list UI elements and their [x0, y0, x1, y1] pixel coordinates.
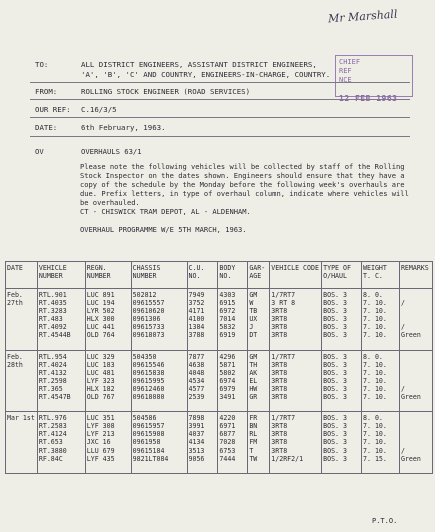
date-label: DATE: [35, 123, 58, 132]
vehicle-code-cell: 3RT8 [271, 376, 288, 385]
regn-number-cell: LUC 329 [86, 352, 115, 361]
chassis-number-cell: 09615908 [132, 430, 165, 439]
garage-cell: J [249, 323, 254, 332]
regn-number-column [85, 289, 131, 351]
regn-number-cell: LYF 308 [86, 422, 115, 431]
remarks-cell [401, 377, 431, 385]
weight-cell: 7. 10. [363, 384, 387, 393]
overhaul-type-cell: BOS. 3 [323, 376, 347, 385]
body-number-cell: 4296 [219, 352, 236, 361]
garage-cell: TH [249, 360, 258, 369]
memo-subject: OVERHAULS 63/1 [81, 147, 142, 156]
vehicle-code-cell: 3RT8 [271, 446, 288, 455]
remarks-cell [401, 315, 431, 323]
garage-cell: FR [249, 414, 258, 423]
divider [30, 82, 410, 83]
received-stamp [335, 55, 413, 103]
table-header-row [6, 262, 433, 289]
regn-number-cell: LLU 679 [86, 446, 115, 455]
overhaul-type-cell: BOS. 3 [323, 291, 347, 299]
weight-cell: 8. 0. [363, 291, 383, 299]
chassis-number-cell: 09615957 [132, 422, 165, 431]
vehicle-number-cell: RTL.954 [38, 352, 67, 361]
chassis-number-cell: 09615995 [132, 376, 165, 385]
chassis-number-cell: 09618073 [132, 331, 165, 340]
remarks-cell: Green [400, 331, 421, 340]
date-cell: Feb. 28th [6, 350, 38, 412]
garage-cell: AK [249, 368, 258, 377]
garage-cell: BN [249, 422, 258, 431]
chassis-number-cell: 09618080 [132, 393, 165, 402]
overhaul-type-cell: BOS. 3 [323, 331, 347, 340]
regn-number-cell: LYF 323 [86, 376, 115, 385]
overhaul-type-cell: BOS. 3 [323, 384, 347, 393]
body-number-cell: 7014 [219, 315, 236, 324]
overhaul-type-column [322, 289, 362, 351]
depot-legend: CT - CHISWICK TRAM DEPOT, AL - ALDENHAM. [80, 207, 251, 216]
weight-cell: 7. 10. [363, 393, 387, 402]
vehicle-code-cell: 3RT8 [271, 430, 288, 439]
cu-number-cell: 9056 [188, 454, 205, 463]
regn-number-column [85, 350, 131, 412]
date-value: 6th February, 1963. [81, 123, 166, 132]
cu-number-cell: 3752 [188, 299, 205, 308]
regn-number-cell: OLD 764 [86, 331, 115, 340]
vehicle-code-cell: 3 RT 8 [271, 299, 296, 308]
regn-number-column [85, 412, 131, 474]
cu-number-cell: 4134 [188, 438, 205, 447]
our-ref-value: C.16/3/5 [81, 105, 117, 114]
vehicle-code-cell: 1/2RF2/1 [271, 454, 304, 463]
cu-number-cell: 4534 [188, 376, 205, 385]
chassis-number-cell: 09610620 [132, 307, 165, 316]
weight-cell: 8. 0. [363, 414, 383, 423]
chassis-number-cell: 0961958 [132, 438, 161, 447]
regn-number-cell: JXC 16 [86, 438, 111, 447]
weight-column [362, 350, 400, 412]
garage-cell: DT [249, 331, 258, 340]
overhaul-type-cell: BOS. 3 [323, 430, 347, 439]
overhaul-type-cell: BOS. 3 [323, 414, 347, 423]
weight-cell: 7. 10. [363, 307, 387, 316]
overhaul-type-cell: BOS. 3 [323, 422, 347, 431]
weight-cell: 7. 10. [363, 299, 387, 308]
overhaul-type-cell: BOS. 3 [323, 307, 347, 316]
vehicle-code-cell: 3RT8 [271, 323, 288, 332]
header-cell: REMARKS [399, 262, 432, 289]
overhaul-type-column [322, 412, 362, 474]
weight-cell: 7. 10. [363, 360, 387, 369]
vehicle-number-cell: RT.4092 [38, 323, 67, 332]
vehicle-number-cell: RT.4035 [38, 299, 67, 308]
weight-column [362, 412, 400, 474]
remarks-cell [401, 307, 431, 315]
garage-cell: TB [249, 307, 258, 316]
cu-number-cell: 3991 [188, 422, 205, 431]
body-number-cell: 7444 [219, 454, 236, 463]
stamp-line-2: REF [339, 67, 352, 75]
body-number-cell: 5871 [219, 360, 236, 369]
body-number-cell: 3491 [219, 393, 236, 402]
chassis-number-cell: 09615838 [132, 368, 165, 377]
body-number-cell: 5802 [219, 368, 236, 377]
weight-cell: 7. 10. [363, 323, 387, 332]
cu-number-cell: 4037 [188, 430, 205, 439]
overhaul-type-cell: BOS. 3 [323, 446, 347, 455]
body-number-column [218, 412, 248, 474]
vehicle-number-cell: RTL.901 [38, 291, 67, 299]
handwritten-signature: Mr Marshall [327, 7, 398, 26]
divider [30, 117, 410, 118]
remarks-cell: Green [400, 393, 421, 402]
chassis-number-column [131, 412, 187, 474]
body-number-cell: 6972 [219, 307, 236, 316]
chassis-number-cell: 9821LT084 [132, 454, 169, 463]
body-number-cell: 5832 [219, 323, 236, 332]
vehicle-number-cell: RT.4024 [38, 360, 67, 369]
regn-number-cell: LYR 502 [86, 307, 115, 316]
vehicle-number-cell: RT.4544B [38, 331, 71, 340]
garage-cell: HW [249, 384, 258, 393]
vehicle-code-cell: 1/7RT7 [271, 352, 296, 361]
weight-cell: 7. 10. [363, 422, 387, 431]
ov-label: OV [35, 147, 44, 156]
header-cell: DATE [6, 262, 38, 289]
remarks-cell: / [400, 323, 405, 332]
vehicle-number-cell: RT.653 [38, 438, 63, 447]
body-number-cell: 4303 [219, 291, 236, 299]
page-turn-note: P.T.O. [372, 517, 398, 525]
chassis-number-cell: 504350 [132, 352, 157, 361]
vehicle-number-cell: RT.3283 [38, 307, 67, 316]
remarks-cell [401, 438, 431, 446]
body-number-cell: 6919 [219, 331, 236, 340]
to-label: TO: [35, 60, 49, 69]
garage-cell: GM [249, 352, 258, 361]
garage-cell: GR [249, 393, 258, 402]
garage-cell: UX [249, 315, 258, 324]
overhaul-type-cell: BOS. 3 [323, 454, 347, 463]
regn-number-cell: HLX 182 [86, 384, 115, 393]
garage-cell: FM [249, 438, 258, 447]
vehicle-number-cell: RT.4547B [38, 393, 71, 402]
garage-cell: GM [249, 291, 258, 299]
regn-number-cell: LUC 481 [86, 368, 115, 377]
date-cell: Mar 1st [6, 412, 38, 474]
weight-cell: 7. 10. [363, 376, 387, 385]
divider [30, 136, 410, 137]
vehicle-code-cell: 3RT8 [271, 307, 288, 316]
vehicle-number-cell: RT.4132 [38, 368, 67, 377]
cu-number-cell: 7877 [188, 352, 205, 361]
remarks-column [399, 412, 432, 474]
body-number-cell: 6877 [219, 430, 236, 439]
date-cell: Feb. 27th [6, 289, 38, 351]
vehicle-code-cell: 3RT8 [271, 360, 288, 369]
regn-number-cell: LUC 351 [86, 414, 115, 423]
garage-column [248, 412, 270, 474]
remarks-cell: Green [400, 454, 421, 463]
remarks-column [399, 350, 432, 412]
vehicle-code-cell: 3RT8 [271, 315, 288, 324]
schedule-group-feb-27 [6, 289, 433, 351]
to-value-line-1: ALL DISTRICT ENGINEERS, ASSISTANT DISTRICT ENGINEERS, [81, 60, 317, 69]
body-number-cell: 7028 [219, 438, 236, 447]
chassis-number-cell: 502812 [132, 291, 157, 299]
remarks-cell: / [400, 446, 405, 455]
cu-number-cell: 1384 [188, 323, 205, 332]
garage-column [248, 350, 270, 412]
table-row [6, 350, 433, 412]
divider [30, 99, 410, 100]
cu-number-cell: 4577 [188, 384, 205, 393]
garage-cell: T [249, 446, 254, 455]
body-number-cell: 6974 [219, 376, 236, 385]
overhaul-type-cell: BOS. 3 [323, 299, 347, 308]
chassis-number-cell: 09615557 [132, 299, 165, 308]
regn-number-cell: LUC 441 [86, 323, 115, 332]
vehicle-number-column [37, 412, 85, 474]
overhaul-type-cell: BOS. 3 [323, 352, 347, 361]
regn-number-cell: LUC 183 [86, 360, 115, 369]
cu-number-column [187, 289, 218, 351]
regn-number-cell: LUC 194 [86, 299, 115, 308]
body-number-column [218, 350, 248, 412]
vehicle-number-cell: RT.365 [38, 384, 63, 393]
body-number-cell: 6753 [219, 446, 236, 455]
vehicle-number-cell: RT.2598 [38, 376, 67, 385]
regn-number-cell: LYF 435 [86, 454, 115, 463]
header-cell: REGN. NUMBER [85, 262, 131, 289]
vehicle-code-cell: 1/7RT7 [271, 414, 296, 423]
weight-cell: 7. 10. [363, 368, 387, 377]
chassis-number-cell: 504586 [132, 414, 157, 423]
vehicle-number-cell: RT.3880 [38, 446, 67, 455]
regn-number-cell: HLX 300 [86, 315, 115, 324]
schedule-group-feb-28 [6, 350, 433, 412]
chassis-number-cell: 09615546 [132, 360, 165, 369]
header-cell: VEHICLE NUMBER [37, 262, 85, 289]
garage-column [248, 289, 270, 351]
vehicle-code-column [270, 412, 322, 474]
header-cell: VEHICLE CODE [270, 262, 322, 289]
cu-number-cell: 4638 [188, 360, 205, 369]
cu-number-cell: 4048 [188, 368, 205, 377]
header-cell: WEIGHT T. C. [362, 262, 400, 289]
remarks-cell [401, 430, 431, 438]
overhaul-schedule-table [5, 261, 433, 474]
header-cell: C.U. NO. [187, 262, 218, 289]
remarks-column [399, 289, 432, 351]
overhaul-type-cell: BOS. 3 [323, 438, 347, 447]
garage-cell: EL [249, 376, 258, 385]
chassis-number-column [131, 350, 187, 412]
weight-cell: 7. 10. [363, 438, 387, 447]
body-number-cell: 6971 [219, 422, 236, 431]
vehicle-code-cell: 1/7RT7 [271, 291, 296, 299]
cu-number-cell: 7949 [188, 291, 205, 299]
body-number-column [218, 289, 248, 351]
vehicle-number-cell: RTL.976 [38, 414, 67, 423]
overhaul-type-column [322, 350, 362, 412]
memo-paragraph: Please note the following vehicles will be collected by staff of the Rolling Stock Inspector on the dates shown. Engineers should ensure that they have a copy of the schedule by the Monday before the following week's overhauls are due. Prefix letters, in type of overhaul column, indicate where vehicles will be overhauled. [80, 162, 409, 207]
chassis-number-cell: 09615733 [132, 323, 165, 332]
schedule-group-mar-1 [6, 412, 433, 474]
cu-number-cell: 2539 [188, 393, 205, 402]
weight-cell: 7. 10. [363, 446, 387, 455]
stamp-line-3: NCE [339, 76, 352, 84]
cu-number-cell: 3788 [188, 331, 205, 340]
overhaul-type-cell: BOS. 3 [323, 368, 347, 377]
vehicle-number-cell: RT.2583 [38, 422, 67, 431]
remarks-cell [401, 361, 431, 369]
vehicle-number-cell: RF.84C [38, 454, 63, 463]
chassis-number-cell: 09612460 [132, 384, 165, 393]
vehicle-code-column [270, 350, 322, 412]
garage-cell: RL [249, 430, 258, 439]
remarks-cell [401, 414, 431, 422]
body-number-cell: 4220 [219, 414, 236, 423]
cu-number-column [187, 350, 218, 412]
header-cell: TYPE OF O/HAUL [322, 262, 362, 289]
cu-number-cell: 4100 [188, 315, 205, 324]
remarks-cell [401, 369, 431, 377]
body-number-cell: 6915 [219, 299, 236, 308]
table-row [6, 289, 433, 351]
remarks-cell: / [400, 384, 405, 393]
vehicle-code-cell: 3RT8 [271, 331, 288, 340]
chassis-number-cell: 09615184 [132, 446, 165, 455]
overhaul-type-cell: BOS. 3 [323, 323, 347, 332]
cu-number-cell: 4171 [188, 307, 205, 316]
vehicle-code-cell: 3RT8 [271, 368, 288, 377]
overhaul-type-cell: BOS. 3 [323, 393, 347, 402]
body-number-cell: 6979 [219, 384, 236, 393]
weight-cell: 7. 10. [363, 331, 387, 340]
vehicle-code-cell: 3RT8 [271, 393, 288, 402]
header-cell: BODY NO. [218, 262, 248, 289]
our-ref-label: OUR REF: [35, 105, 71, 114]
overhaul-type-cell: BOS. 3 [323, 360, 347, 369]
garage-cell: TW [249, 454, 258, 463]
overhaul-type-cell: BOS. 3 [323, 315, 347, 324]
to-value-line-2: 'A', 'B', 'C' AND COUNTRY, ENGINEERS-IN-CHARGE, COUNTRY. [81, 70, 331, 79]
vehicle-code-cell: 3RT8 [271, 422, 288, 431]
from-label: FROM: [35, 87, 58, 96]
chassis-number-column [131, 289, 187, 351]
table-row [6, 412, 433, 474]
weight-column [362, 289, 400, 351]
regn-number-cell: LYF 213 [86, 430, 115, 439]
weight-cell: 7. 15. [363, 454, 387, 463]
stamp-line-1: CHIEF [339, 58, 361, 66]
chassis-number-cell: 0961306 [132, 315, 161, 324]
cu-number-cell: 7898 [188, 414, 205, 423]
vehicle-number-column [37, 289, 85, 351]
stamp-date: 12 FEB 1963 [339, 94, 398, 103]
regn-number-cell: LUC 891 [86, 291, 115, 299]
vehicle-code-column [270, 289, 322, 351]
vehicle-code-cell: 3RT8 [271, 438, 288, 447]
remarks-cell [401, 422, 431, 430]
header-cell: CHASSIS NUMBER [131, 262, 187, 289]
memo-body [80, 162, 415, 234]
vehicle-number-column [37, 350, 85, 412]
from-value: ROLLING STOCK ENGINEER (ROAD SERVICES) [81, 87, 251, 96]
remarks-cell: / [400, 299, 405, 308]
vehicle-number-cell: RT.483 [38, 315, 63, 324]
header-cell: GAR- AGE [248, 262, 270, 289]
vehicle-code-cell: 3RT8 [271, 384, 288, 393]
remarks-cell [401, 353, 431, 361]
regn-number-cell: OLD 767 [86, 393, 115, 402]
weight-cell: 7. 10. [363, 315, 387, 324]
programme-heading: OVERHAUL PROGRAMME W/E 5TH MARCH, 1963. [80, 225, 247, 234]
vehicle-number-cell: RT.4124 [38, 430, 67, 439]
weight-cell: 7. 10. [363, 430, 387, 439]
garage-cell: W [249, 299, 254, 308]
remarks-cell [401, 291, 431, 299]
cu-number-column [187, 412, 218, 474]
cu-number-cell: 3513 [188, 446, 205, 455]
weight-cell: 8. 0. [363, 352, 383, 361]
